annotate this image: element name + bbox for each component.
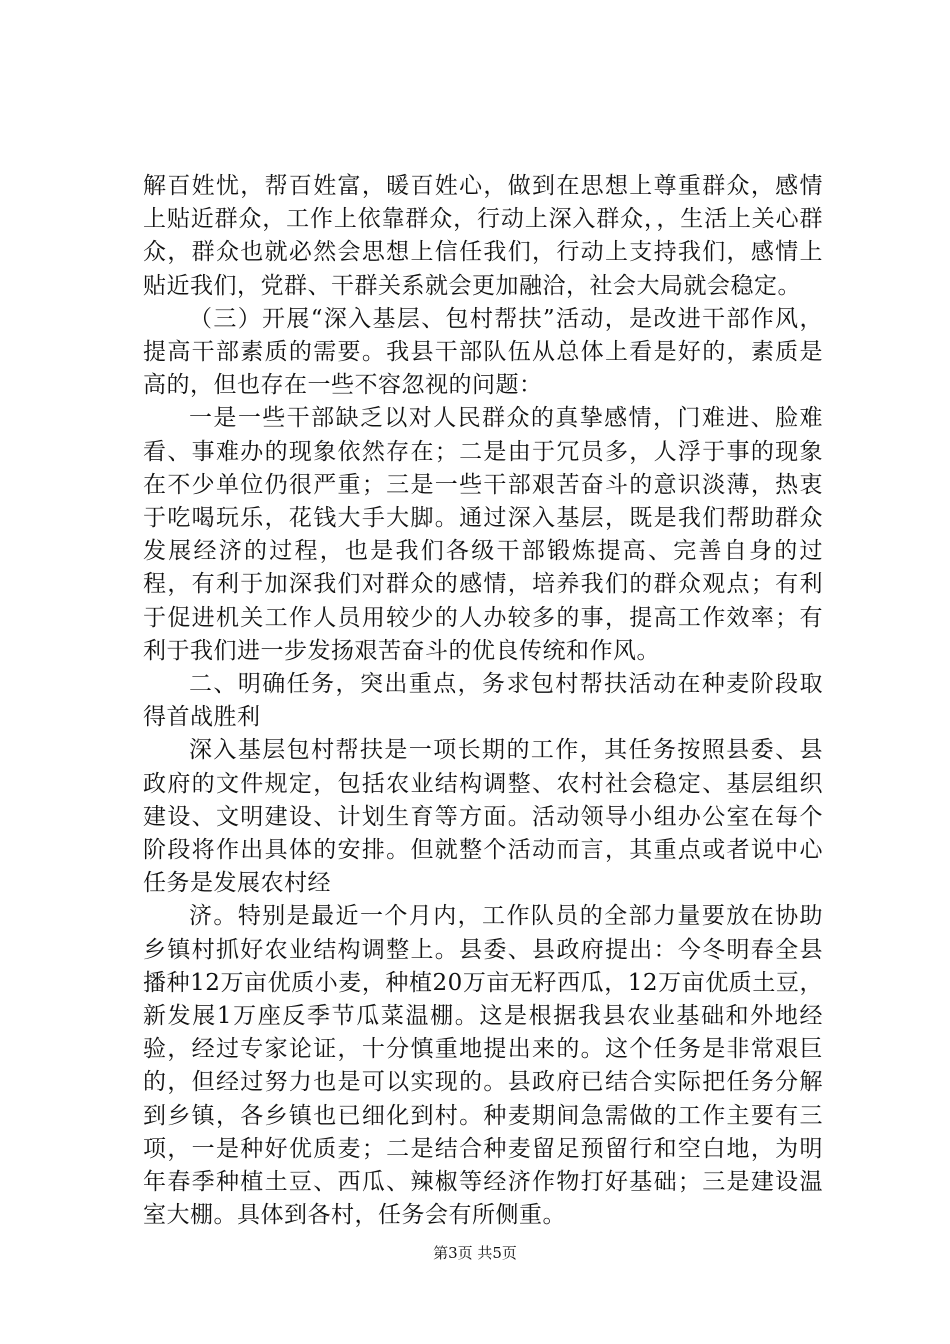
paragraph-3: 一是一些干部缺乏以对人民群众的真挚感情，门难进、脸难看、事难办的现象依然存在；二是由于冗员多，人浮于事的现象在不少单位仍很严重；三是一些干部艰苦奋斗的意识淡薄，热衷于吃喝玩乐，花钱大手大脚。通过深入基层，既是我们帮助群众发展经济的过程，也是我们各级干部锻炼提高、完善自身的过程，有利于加深我们对群众的感情，培养我们的群众观点；有利于促进机关工作人员用较少的人办较多的事，提高工作效率；有利于我们进一步发扬艰苦奋斗的优良传统和作风。 <box>143 405 823 664</box>
paragraph-5: 济。特别是最近一个月内，工作队员的全部力量要放在协助乡镇村抓好农业结构调整上。县委、县政府提出：今冬明春全县播种12万亩优质小麦，种植20万亩无籽西瓜，12万亩优质土豆，新发展1万座反季节瓜菜温棚。这是根据我县农业基础和外地经验，经过专家论证，十分慎重地提出来的。这个任务是非常艰巨的，但经过努力也是可以实现的。县政府已结合实际把任务分解到乡镇，各乡镇也已细化到村。种麦期间急需做的工作主要有三项，一是种好优质麦；二是结合种麦留足预留行和空白地，为明年春季种植土豆、西瓜、辣椒等经济作物打好基础；三是建设温室大棚。具体到各村，任务会有所侧重。 <box>143 903 823 1229</box>
paragraph-1: 解百姓忧，帮百姓富，暖百姓心，做到在思想上尊重群众，感情上贴近群众，工作上依靠群众，行动上深入群众，，生活上关心群众，群众也就必然会思想上信任我们，行动上支持我们，感情上贴近我们，党群、干群关系就会更加融洽，社会大局就会稳定。 <box>143 173 823 299</box>
document-body <box>143 170 823 1233</box>
paragraph-4: 深入基层包村帮扶是一项长期的工作，其任务按照县委、县政府的文件规定，包括农业结构调整、农村社会稳定、基层组织建设、文明建设、计划生育等方面。活动领导小组办公室在每个阶段将作出具体的安排。但就整个活动而言，其重点或者说中心任务是发展农村经 <box>143 737 823 897</box>
paragraph-2: （三）开展“深入基层、包村帮扶”活动，是改进干部作风，提高干部素质的需要。我县干部队伍从总体上看是好的，素质是高的，但也存在一些不容忽视的问题： <box>143 305 823 399</box>
page-number: 第3页 共5页 <box>433 1244 517 1262</box>
section-heading: 二、明确任务，突出重点，务求包村帮扶活动在种麦阶段取得首战胜利 <box>143 671 823 731</box>
page-footer <box>0 1243 950 1263</box>
